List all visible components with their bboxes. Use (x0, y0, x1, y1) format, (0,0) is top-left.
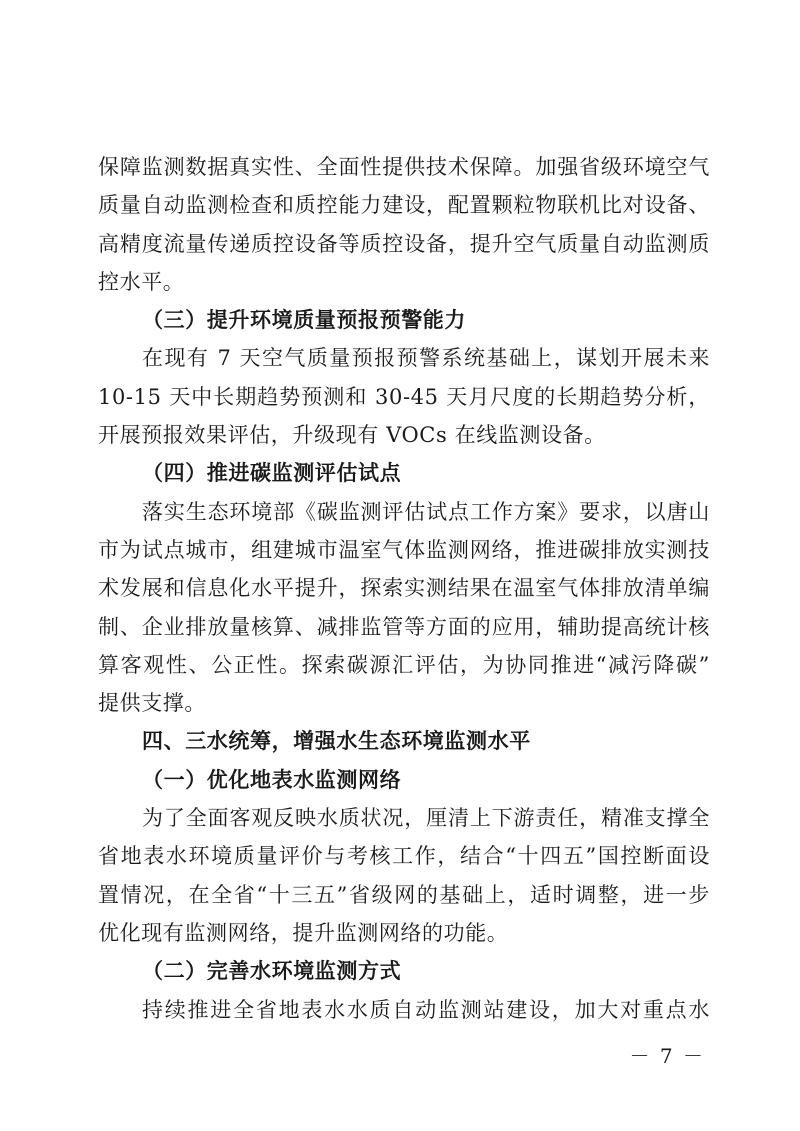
body-text-line: 市为试点城市，组建城市温室气体监测网络，推进碳排放实测技 (98, 537, 710, 562)
body-text-line: 落实生态环境部《碳监测评估试点工作方案》要求，以唐山 (142, 499, 710, 524)
body-text-line: 质量自动监测检查和质控能力建设，配置颗粒物联机比对设备、 (98, 193, 710, 218)
body-text-line: 算客观性、公正性。探索碳源汇评估，为协同推进“减污降碳” (98, 652, 710, 677)
body-text-line: 持续推进全省地表水水质自动监测站建设，加大对重点水 (142, 997, 710, 1022)
chapter-heading: 四、三水统筹，增强水生态环境监测水平 (142, 729, 531, 754)
body-text-line: 为了全面客观反映水质状况，厘清上下游责任，精准支撑全 (142, 806, 710, 831)
body-text-line: 制、企业排放量核算、减排监管等方面的应用，辅助提高统计核 (98, 614, 710, 639)
body-text-line: 术发展和信息化水平提升，探索实测结果在温室气体排放清单编 (98, 576, 710, 601)
section-heading: （四）推进碳监测评估试点 (142, 460, 402, 486)
section-heading: （三）提升环境质量预报预警能力 (142, 307, 466, 333)
body-text-line: 在现有 7 天空气质量预报预警系统基础上，谋划开展未来 (142, 346, 710, 371)
section-heading: （二）完善水环境监测方式 (142, 958, 402, 984)
body-text-line: 优化现有监测网络，提升监测网络的功能。 (98, 920, 509, 945)
page-number: － 7 － (629, 1044, 705, 1068)
body-text-line: 提供支撑。 (98, 691, 206, 716)
body-text-line: 10-15 天中长期趋势预测和 30-45 天月尺度的长期趋势分析， (98, 384, 710, 409)
section-heading: （一）优化地表水监测网络 (142, 766, 402, 792)
body-text-line: 省地表水环境质量评价与考核工作，结合“十四五”国控断面设 (98, 844, 710, 869)
body-text-line: 高精度流量传递质控设备等质控设备，提升空气质量自动监测质 (98, 231, 710, 256)
body-text-line: 置情况，在全省“十三五”省级网的基础上，适时调整，进一步 (98, 882, 710, 907)
body-text-line: 保障监测数据真实性、全面性提供技术保障。加强省级环境空气 (98, 155, 710, 179)
body-text-line: 开展预报效果评估，升级现有 VOCs 在线监测设备。 (98, 423, 606, 448)
document-body (98, 148, 710, 1029)
body-text-line: 控水平。 (98, 269, 185, 294)
